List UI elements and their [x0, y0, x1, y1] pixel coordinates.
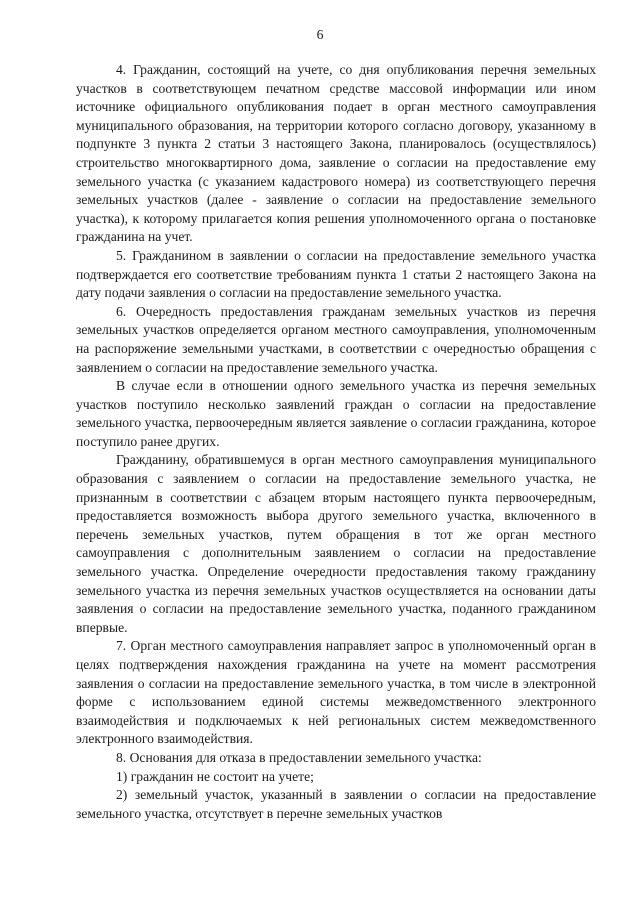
- paragraph-item-8-sub-1: 1) гражданин не состоит на учете;: [116, 768, 314, 784]
- paragraph-item-4: 4. Гражданин, состоящий на учете, со дня опубликования перечня земельных участков в соответствующем печатном средстве массовой информации или ином источнике официального опубликования подает в орган местного самоуправления муниципального образования, на территории которого согласно договору, указанному в подпункте 3 пункта 2 статьи 3 настоящего Закона, планировалось (осуществлялось) строительство многоквартирного дома, заявление о согласии на предоставление ему земельного участка (с указанием кадастрового номера) из соответствующего перечня земельных участков (далее - заявление о согласии на предоставление земельного участка), к которому прилагается копия решения уполномоченного органа о постановке гражданина на учет.: [76, 62, 596, 245]
- paragraph-item-6: 6. Очередность предоставления гражданам земельных участков из перечня земельных участков определяется органом местного самоуправления, уполномоченным на распоряжение земельными участками, в соответствии с очередностью обращения с заявлением о согласии на предоставление земельного участка.: [76, 303, 596, 375]
- paragraph-item-7: 7. Орган местного самоуправления направляет запрос в уполномоченный орган в целях подтверждения нахождения гражданина на учете на момент рассмотрения заявления о согласии на предоставление земельного участка, в том числе в электронной форме с использованием единой системы межведомственного электронного взаимодействия и подключаемых к ней региональных систем межведомственного электронного взаимодействия.: [76, 638, 596, 747]
- paragraph-item-8: 8. Основания для отказа в предоставлении земельного участка:: [116, 749, 482, 765]
- document-body: [76, 61, 596, 823]
- paragraph-item-6-part-3: Гражданину, обратившемуся в орган местного самоуправления муниципального образования с заявлением о согласии на предоставление земельного участка, не признанным в соответствии с абзацем вторым настоящего пункта первоочередным, предоставляется возможность выбора другого земельного участка, включенного в перечень земельных участков, путем обращения в тот же орган местного самоуправления с дополнительным заявлением о согласии на предоставление земельного участка. Определение очередности предоставления такому гражданину земельного участка из перечня земельных участков осуществляется на основании даты заявления о согласии на предоставление земельного участка, поданного гражданином впервые.: [76, 452, 596, 635]
- page-number: 6: [316, 27, 324, 42]
- paragraph-item-5: 5. Гражданином в заявлении о согласии на предоставление земельного участка подтверждается его соответствие требованиям пункта 1 статьи 2 настоящего Закона на дату подачи заявления о согласии на предоставление земельного участка.: [76, 247, 596, 301]
- paragraph-item-6-part-2: В случае если в отношении одного земельного участка из перечня земельных участков поступило несколько заявлений граждан о согласии на предоставление земельного участка, первоочередным является заявление о согласии гражданина, которое поступило ранее других.: [76, 378, 596, 449]
- paragraph-item-8-sub-2: 2) земельный участок, указанный в заявлении о согласии на предоставление земельного участка, отсутствует в перечне земельных участков: [76, 787, 596, 821]
